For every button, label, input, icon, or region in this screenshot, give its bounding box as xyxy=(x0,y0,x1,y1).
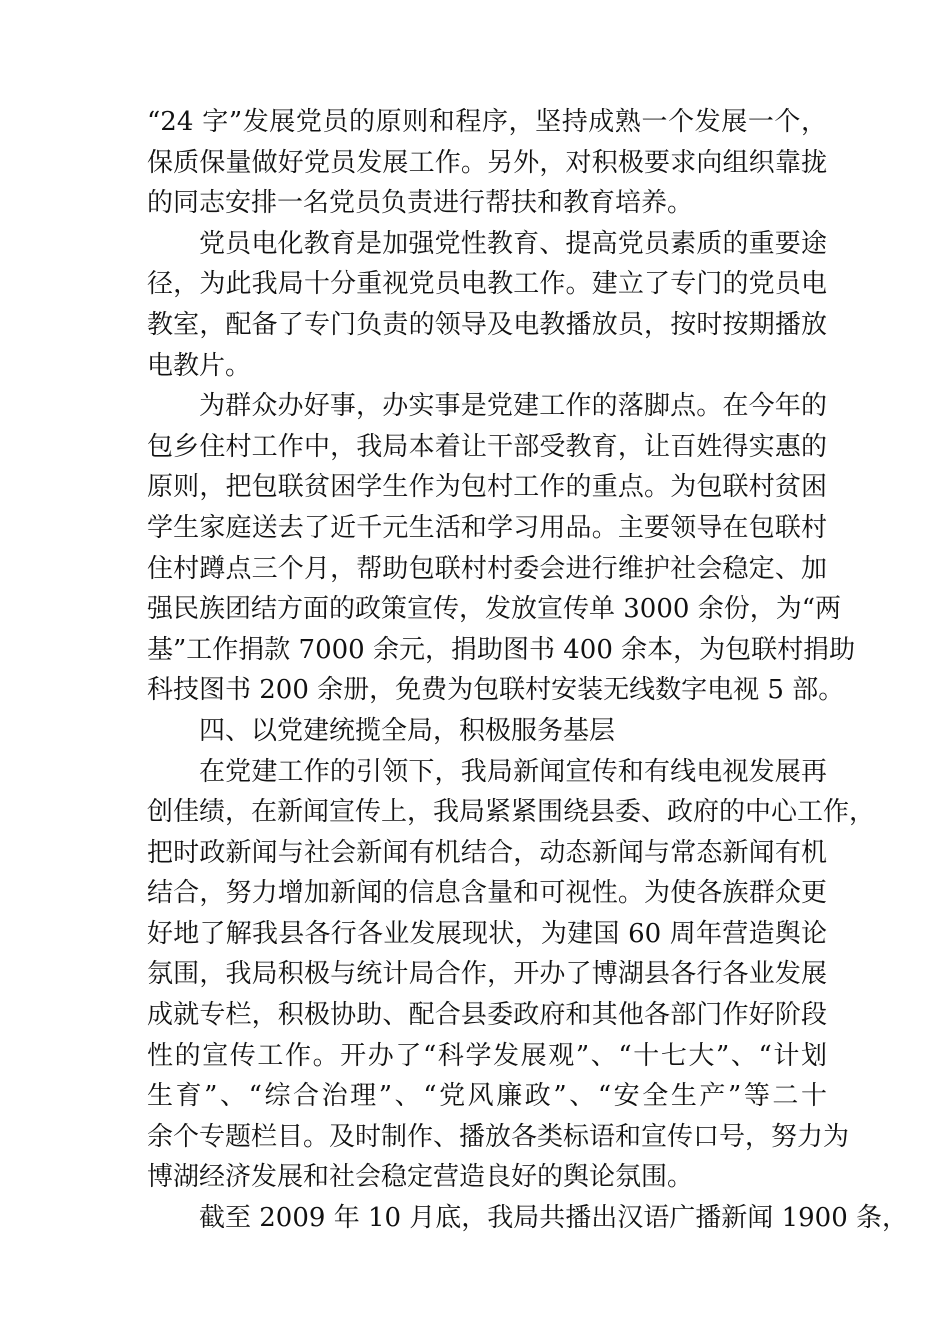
text-line: 余个专题栏目。及时制作、播放各类标语和宣传口号，努力为 xyxy=(147,1121,850,1152)
text-line: 包乡住村工作中，我局本着让干部受教育，让百姓得实惠的 xyxy=(147,431,827,462)
text-line: 博湖经济发展和社会稳定营造良好的舆论氛围。 xyxy=(147,1162,694,1193)
paragraph-first-line: 党员电化教育是加强党性教育、提高党员素质的重要途 xyxy=(199,228,827,259)
text-line: 性的宣传工作。开办了“科学发展观”、“十七大”、“计划 xyxy=(147,1040,827,1071)
text-line: 保质保量做好党员发展工作。另外，对积极要求向组织靠拢 xyxy=(147,147,827,178)
text-line: 住村蹲点三个月，帮助包联村村委会进行维护社会稳定、加 xyxy=(147,553,827,584)
text-line: 的同志安排一名党员负责进行帮扶和教育培养。 xyxy=(147,188,694,219)
document-body xyxy=(147,102,909,1239)
paragraph-first-line: 在党建工作的引领下，我局新闻宣传和有线电视发展再 xyxy=(199,756,827,787)
text-line: 原则，把包联贫困学生作为包村工作的重点。为包联村贫困 xyxy=(147,472,827,503)
text-line: 氛围，我局积极与统计局合作，开办了博湖县各行各业发展 xyxy=(147,959,827,990)
text-line: 基”工作捐款 7000 余元，捐助图书 400 余本，为包联村捐助 xyxy=(147,634,856,665)
paragraph-first-line: 为群众办好事，办实事是党建工作的落脚点。在今年的 xyxy=(199,391,827,422)
text-line: 科技图书 200 余册，免费为包联村安装无线数字电视 5 部。 xyxy=(147,675,845,706)
text-line: 学生家庭送去了近千元生活和学习用品。主要领导在包联村 xyxy=(147,512,827,543)
text-line: “24 字”发展党员的原则和程序，坚持成熟一个发展一个， xyxy=(147,107,827,137)
text-line: 结合，努力增加新闻的信息含量和可视性。为使各族群众更 xyxy=(147,878,827,909)
text-line: 创佳绩，在新闻宣传上，我局紧紧围绕县委、政府的中心工作， xyxy=(147,797,876,828)
text-line: 生育”、“综合治理”、“党风廉政”、“安全生产”等二十 xyxy=(147,1081,827,1112)
text-line: 电教片。 xyxy=(147,350,252,381)
text-line: 好地了解我县各行各业发展现状，为建国 60 周年营造舆论 xyxy=(147,918,827,949)
text-line: 强民族团结方面的政策宣传，发放宣传单 3000 余份，为“两 xyxy=(147,594,841,625)
paragraph-first-line: 截至 2009 年 10 月底，我局共播出汉语广播新闻 1900 条， xyxy=(199,1203,909,1234)
text-line: 教室，配备了专门负责的领导及电教播放员，按时按期播放 xyxy=(147,309,827,340)
text-line: 成就专栏，积极协助、配合县委政府和其他各部门作好阶段 xyxy=(147,1000,827,1031)
section-heading: 四、以党建统揽全局，积极服务基层 xyxy=(199,715,616,746)
text-line: 把时政新闻与社会新闻有机结合，动态新闻与常态新闻有机 xyxy=(147,837,827,868)
text-line: 径，为此我局十分重视党员电教工作。建立了专门的党员电 xyxy=(147,269,827,300)
